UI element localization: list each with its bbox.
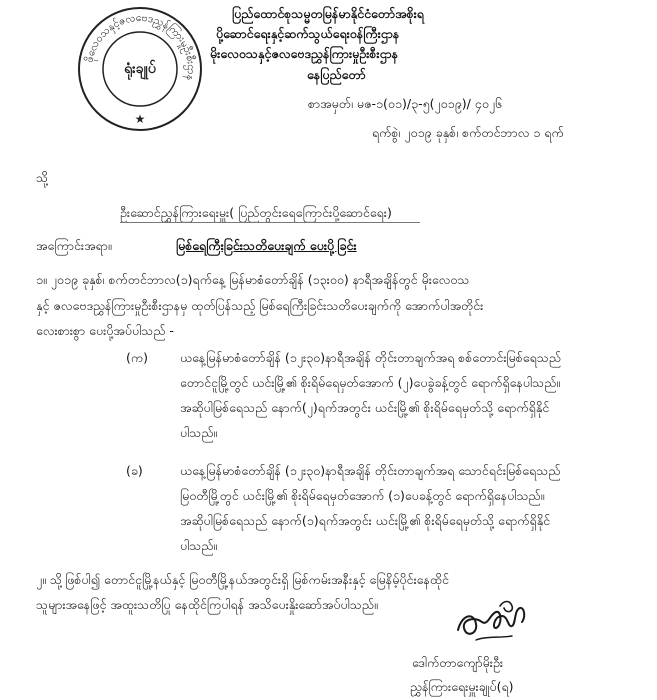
header-government: ပြည်ထောင်စုသမ္မတမြန်မာနိုင်ငံတော်အစိုးရ [232,6,424,21]
header-department: မိုးလေဝသနှင့်ဇလဗေဒညွှန်ကြားမှုဦးစီးဌာန [210,46,399,61]
item-ka-line3: အဆိုပါမြစ်ရေသည် နောက်(၂)ရက်အတွင်း ယင်းမြို့၏ စိုးရိမ်ရေမှတ်သို့ ရောက်ရှိနိုင် [180,400,550,415]
letter-number: စာအမှတ်၊ မဇ-၁(၀၁)/၃-၅(၂၀၁၉)/ ၄၀၂၆ [308,96,503,111]
subject-label: အကြောင်းအရာ။ [36,238,112,253]
para1-line2: နှင့် ဇလဗေဒညွှန်ကြားမှုဦးစီးဌာနမှ ထုတ်ပြန်သည့် မြစ်ရေကြီးခြင်းသတိပေးချက်ကို အောက်ပါအတိုင်း [36,298,484,313]
handwritten-signature [452,596,532,646]
signatory-name: ဒေါက်တာကျော်မိုးဦး [412,655,504,670]
item-ka-line4: ပါသည်။ [180,425,218,440]
to-label: သို့ [36,170,49,185]
para1-line1: ၁။ ၂၀၁၉ ခုနှစ်၊ စက်တင်ဘာလ(၁)ရက်နေ့ မြန်မာစံတော်ချိန် (၁၃း၀၀) နာရီအချိန်တွင် မိုးလေဝသ [36,272,470,287]
header-ministry: ပို့ဆောင်ရေးနှင့်ဆက်သွယ်ရေးဝန်ကြီးဌာန [216,26,400,41]
item-ka-marker: (က) [126,350,148,365]
para1-line3: လေးစားစွာ ပေးပို့အပ်ပါသည် - [36,323,174,338]
seal-star-icon: ★ [134,112,146,126]
item-ka-line1: ယနေ့မြန်မာစံတော်ချိန် (၁၂း၃၀)နာရီအချိန် တိုင်းတာချက်အရ စစ်တောင်းမြစ်ရေသည် [180,350,561,365]
subject-text: မြစ်ရေကြီးခြင်းသတိပေးချက် ပေးပို့ခြင်း [176,238,357,253]
department-seal [76,5,204,133]
item-kha-line2: မြဝတီမြို့တွင် ယင်းမြို့၏ စိုးရိမ်ရေမှတ်အောက် (၁)ပေခန့်တွင် ရောက်ရှိနေပါသည်။ [180,488,545,503]
item-kha-line3: အဆိုပါမြစ်ရေသည် နောက်(၁)ရက်အတွင်း ယင်းမြို့၏ စိုးရိမ်ရေမှတ်သို့ ရောက်ရှိနိုင် [180,513,551,528]
item-kha-line1: ယနေ့မြန်မာစံတော်ချိန် (၁၂း၃၀)နာရီအချိန် တိုင်းတာချက်အရ သောင်ရင်းမြစ်ရေသည် [180,463,561,478]
recipient-underline [120,222,420,223]
letter-date: ရက်စွဲ၊ ၂၀၁၉ ခုနှစ်၊ စက်တင်ဘာလ ၁ ရက် [372,125,564,140]
item-kha-line4: ပါသည်။ [180,538,218,553]
header-city: နေပြည်တော် [307,67,366,82]
item-ka-line2: တောင်ငူမြို့တွင် ယင်းမြို့၏ စိုးရိမ်ရေမှတ်အောက် (၂)ပေခွဲခန့်တွင် ရောက်ရှိနေပါသည်။ [180,375,561,390]
seal-ring-text: ဖိုလေဝသနှင့်ဇလဗေဒညွှန်ကြားမှုဦးစီးဌာန [83,11,198,82]
signatory-title: ညွှန်ကြားရေးမှူးချုပ်(ရ) [410,679,514,694]
para2-line1: ၂။ သို့ဖြစ်ပါ၍ တောင်ငူမြို့နယ်နှင့် မြဝတီမြို့နယ်အတွင်းရှိ မြစ်ကမ်းအနီးနှင့် မြေနိမ့်ပိုင်းနေထိုင် [36,572,449,587]
item-kha-marker: (ခ) [126,463,143,478]
seal-center-text: ရုံးချုပ် [124,61,156,77]
para2-line2: သူများအနေဖြင့် အထူးသတိပြု နေထိုင်ကြပါရန် အသိပေးနှိုးဆော်အပ်ပါသည်။ [36,597,378,612]
recipient: ဦးဆောင်ညွှန်ကြားရေးမှူး( ပြည်တွင်းရေကြောင်းပို့ဆောင်ရေး) [120,205,392,220]
